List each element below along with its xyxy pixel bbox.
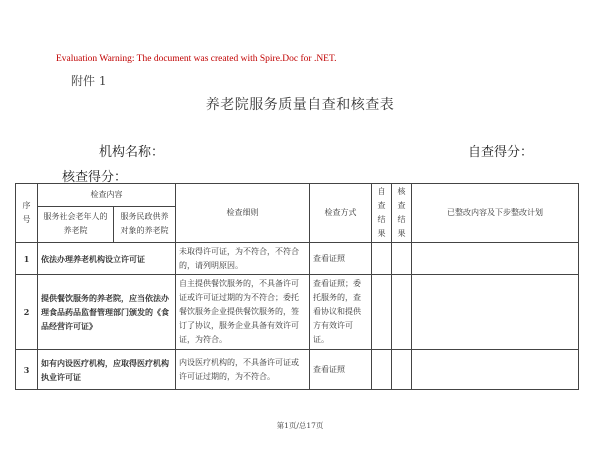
header-method: 检查方式	[310, 184, 372, 243]
header-plan: 已整改内容及下步整改计划	[412, 184, 579, 243]
header-detail: 检查细则	[176, 184, 310, 243]
check-score-label: 核查得分：	[62, 170, 128, 185]
inspection-table	[15, 183, 579, 390]
row-method: 查看证照；委托服务的，查看协议和提供方有效许可证。	[310, 275, 372, 350]
row-content: 依法办理养老机构设立许可证	[38, 243, 176, 275]
header-self-result: 自查结果	[372, 184, 392, 243]
annex-label: 附件 1	[71, 74, 107, 88]
row-check-result-cell[interactable]	[392, 243, 412, 275]
header-society: 服务社会老年人的养老院	[38, 206, 114, 242]
row-detail: 自主提供餐饮服务的，不具备许可证或许可证过期的为不符合；委托餐饮服务企业提供餐饮服务的，签订了协议，服务企业具备有效许可证，为符合。	[176, 275, 310, 350]
header-no: 序号	[16, 184, 38, 243]
evaluation-warning: Evaluation Warning: The document was created with Spire.Doc for .NET.	[56, 54, 337, 64]
row-number: 2	[16, 275, 38, 350]
table-row	[16, 275, 579, 350]
table-row	[16, 243, 579, 275]
document-title: 养老院服务质量自查和核查表	[205, 97, 395, 113]
row-plan-cell[interactable]	[412, 275, 579, 350]
row-plan-cell[interactable]	[412, 350, 579, 390]
row-check-result-cell[interactable]	[392, 350, 412, 390]
row-plan-cell[interactable]	[412, 243, 579, 275]
row-method: 查看证照	[310, 350, 372, 390]
row-number: 3	[16, 350, 38, 390]
table-row	[16, 350, 579, 390]
row-number: 1	[16, 243, 38, 275]
header-content: 检查内容	[38, 184, 176, 207]
institution-name-label: 机构名称：	[99, 145, 165, 160]
header-civil: 服务民政供养对象的养老院	[114, 206, 176, 242]
row-check-result-cell[interactable]	[392, 275, 412, 350]
row-content: 提供餐饮服务的养老院，应当依法办理食品药品监督管理部门颁发的《食品经营许可证》	[38, 275, 176, 350]
header-row-1	[16, 184, 579, 207]
page-footer: 第1页/总17页	[276, 421, 324, 430]
row-content: 如有内设医疗机构，应取得医疗机构执业许可证	[38, 350, 176, 390]
row-detail: 未取得许可证，为不符合，不符合的，请列明原因。	[176, 243, 310, 275]
self-score-label: 自查得分：	[468, 145, 534, 160]
row-method: 查看证照	[310, 243, 372, 275]
row-self-result-cell[interactable]	[372, 350, 392, 390]
row-detail: 内设医疗机构的，不具备许可证或许可证过期的，为不符合。	[176, 350, 310, 390]
row-self-result-cell[interactable]	[372, 275, 392, 350]
header-check-result: 核查结果	[392, 184, 412, 243]
row-self-result-cell[interactable]	[372, 243, 392, 275]
